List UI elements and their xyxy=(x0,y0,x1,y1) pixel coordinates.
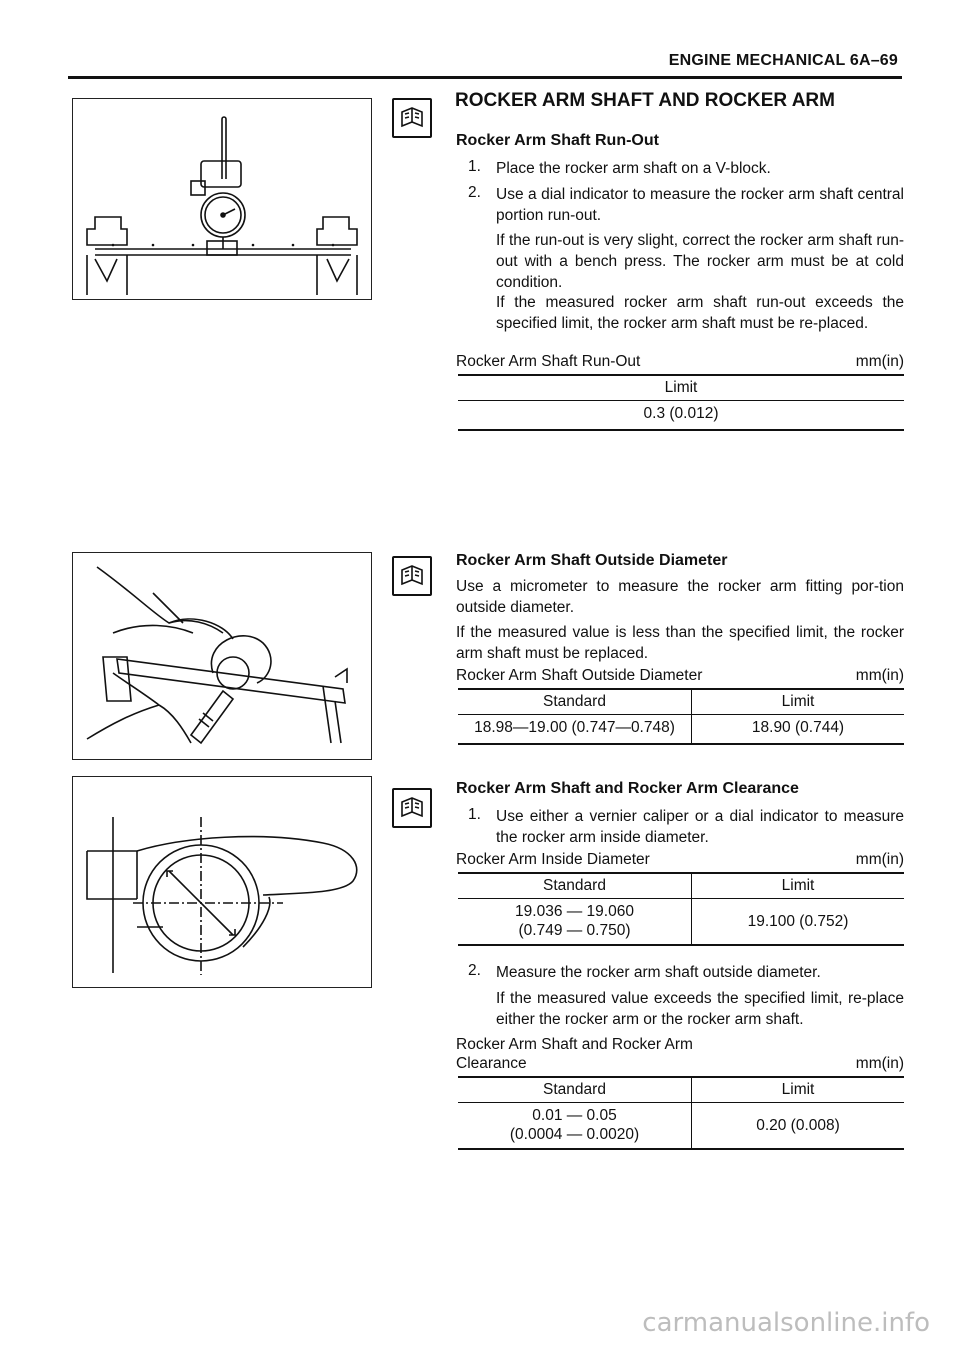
spec-label: Rocker Arm Shaft and Rocker Arm xyxy=(456,1036,693,1053)
spec-label-row xyxy=(456,667,904,685)
step-text: Use either a vernier caliper or a dial indicator to measure the rocker arm inside diameter. xyxy=(496,808,904,846)
spec-label-row xyxy=(456,1055,904,1073)
table-header: Standard xyxy=(458,874,692,898)
table-cell: 0.3 (0.012) xyxy=(643,405,719,422)
step-number: 2. xyxy=(468,184,481,201)
spec-label: Clearance xyxy=(456,1055,527,1072)
standard-value-inch: (0.749 — 0.750) xyxy=(518,922,631,939)
body-paragraph: If the measured value is less than the specified limit, the rocker arm shaft must be replaced. xyxy=(456,624,904,662)
spec-label: Rocker Arm Shaft Outside Diameter xyxy=(456,667,703,684)
unit-label: mm(in) xyxy=(855,353,904,370)
rocker-arm-figure xyxy=(72,776,372,988)
runout-table xyxy=(458,374,904,431)
page-header: ENGINE MECHANICAL 6A–69 xyxy=(668,52,898,69)
table-cell: 18.90 (0.744) xyxy=(751,719,845,736)
step-text: Measure the rocker arm shaft outside diameter. xyxy=(496,964,821,981)
table-header: Standard xyxy=(458,1078,692,1102)
outside-diameter-table xyxy=(458,688,904,745)
watermark-text: carmanualsonline.info xyxy=(642,1308,930,1338)
section-subtitle: Rocker Arm Shaft Run-Out xyxy=(456,132,659,149)
standard-value-inch: (0.0004 — 0.0020) xyxy=(509,1126,640,1143)
unit-label: mm(in) xyxy=(855,851,904,868)
dial-indicator-figure xyxy=(72,98,372,300)
table-header: Limit xyxy=(664,379,698,396)
spec-label-row xyxy=(456,851,904,869)
clearance-table xyxy=(458,1076,904,1150)
standard-value: 0.01 — 0.05 xyxy=(532,1107,617,1124)
book-icon xyxy=(392,556,432,596)
spec-label: Rocker Arm Inside Diameter xyxy=(456,851,650,868)
step-number: 2. xyxy=(468,962,481,979)
spec-label: Rocker Arm Shaft Run-Out xyxy=(456,353,641,370)
table-cell: 0.20 (0.008) xyxy=(756,1116,840,1134)
note-paragraph: If the measured rocker arm shaft run-out exceeds the specified limit, the rocker arm shaft must be re-placed. xyxy=(496,294,904,332)
table-header: Limit xyxy=(781,877,815,894)
table-header: Limit xyxy=(781,693,815,710)
unit-label: mm(in) xyxy=(855,667,904,684)
inside-diameter-table xyxy=(458,872,904,946)
body-paragraph: Use a micrometer to measure the rocker arm fitting por-tion outside diameter. xyxy=(456,578,904,616)
book-icon xyxy=(392,788,432,828)
table-header: Standard xyxy=(458,690,692,714)
note-paragraph: If the measured value exceeds the specified limit, re-place either the rocker arm or the rocker arm shaft. xyxy=(496,990,904,1028)
book-icon xyxy=(392,98,432,138)
step-text: Use a dial indicator to measure the rocker arm shaft central portion run-out. xyxy=(496,186,904,224)
note-paragraph: If the run-out is very slight, correct the rocker arm shaft run-out with a bench press. The rocker arm must be at cold condition. xyxy=(496,232,904,291)
table-cell xyxy=(458,1103,692,1148)
step-text: Place the rocker arm shaft on a V-block. xyxy=(496,160,771,177)
section-subtitle: Rocker Arm Shaft and Rocker Arm Clearance xyxy=(456,780,799,797)
table-cell: 18.98—19.00 (0.747—0.748) xyxy=(458,715,692,743)
section-subtitle: Rocker Arm Shaft Outside Diameter xyxy=(456,552,728,569)
table-header: Limit xyxy=(781,1081,815,1098)
header-rule xyxy=(68,76,902,79)
spec-label-row xyxy=(456,353,904,371)
step-number: 1. xyxy=(468,806,481,823)
unit-label: mm(in) xyxy=(855,1055,904,1072)
standard-value: 19.036 — 19.060 xyxy=(515,903,634,920)
table-cell xyxy=(458,899,692,944)
table-cell: 19.100 (0.752) xyxy=(747,912,849,930)
micrometer-figure xyxy=(72,552,372,760)
step-number: 1. xyxy=(468,158,481,175)
section-title: ROCKER ARM SHAFT AND ROCKER ARM xyxy=(455,90,835,111)
